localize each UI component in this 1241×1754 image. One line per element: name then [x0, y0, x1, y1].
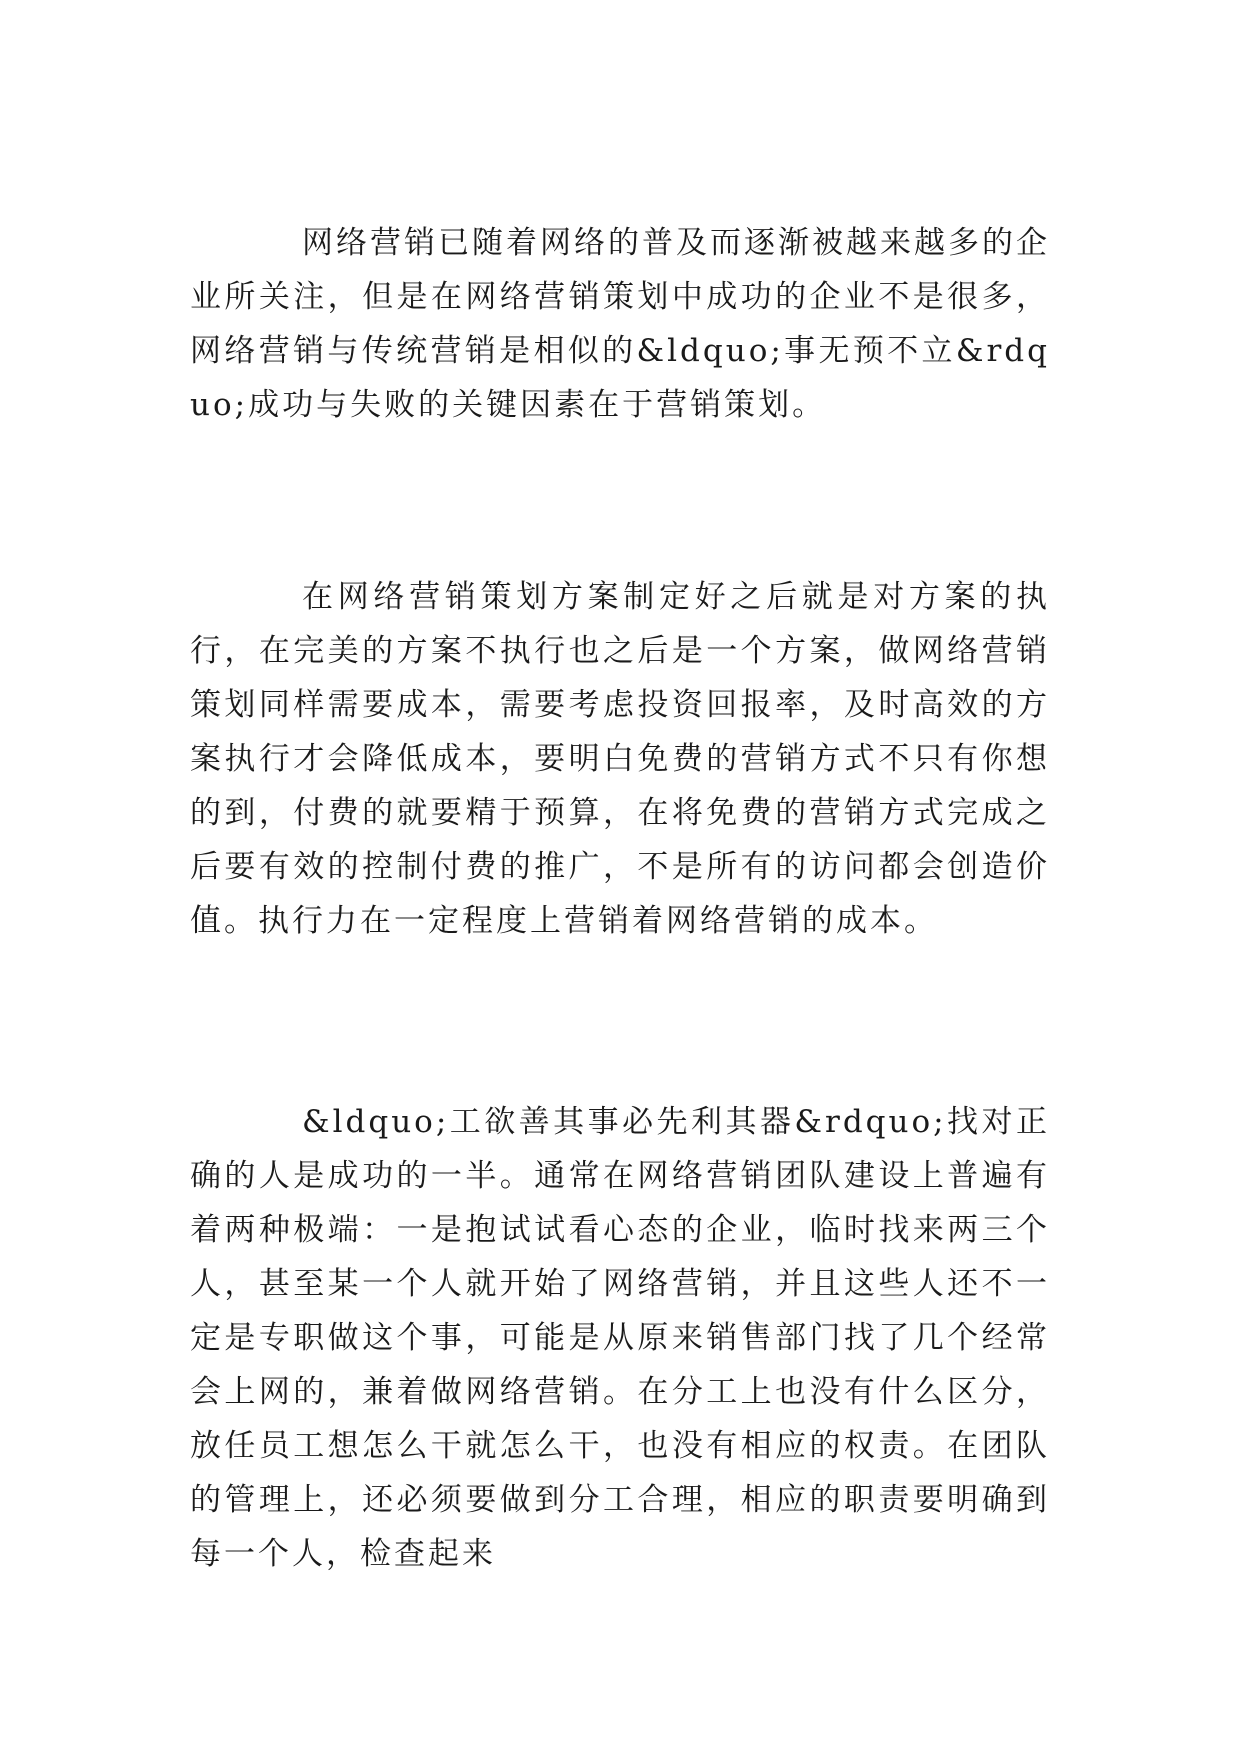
paragraph-2: 在网络营销策划方案制定好之后就是对方案的执行，在完美的方案不执行也之后是一个方案，做网络营销策划同样需要成本，需要考虑投资回报率，及时高效的方案执行才会降低成本，要明白免费的营销方式不只有你想的到，付费的就要精于预算，在将免费的营销方式完成之后要有效的控制付费的推广，不是所有的访问都会创造价值。执行力在一定程度上营销着网络营销的成本。	[190, 579, 1050, 939]
paragraph-1: 网络营销已随着网络的普及而逐渐被越来越多的企业所关注，但是在网络营销策划中成功的企业不是很多，网络营销与传统营销是相似的&ldquo;事无预不立&rdquo;成功与失败的关键因素在于营销策划。	[190, 225, 1050, 423]
paragraph-3: &ldquo;工欲善其事必先利其器&rdquo;找对正确的人是成功的一半。通常在网络营销团队建设上普遍有着两种极端：一是抱试试看心态的企业，临时找来两三个人，甚至某一个人就开始了网络营销，并且这些人还不一定是专职做这个事，可能是从原来销售部门找了几个经常会上网的，兼着做网络营销。在分工上也没有什么区分，放任员工想怎么干就怎么干，也没有相应的权责。在团队的管理上，还必须要做到分工合理，相应的职责要明确到每一个人，检查起来	[190, 1104, 1050, 1572]
